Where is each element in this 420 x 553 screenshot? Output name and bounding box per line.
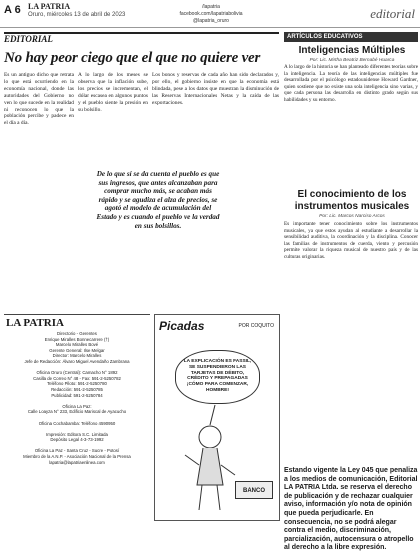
masthead-line: Calle Loayza N° 233, Edificio Mariscal de Ayacucho bbox=[27, 409, 127, 415]
masthead-line: Directorio - Gerentes bbox=[57, 331, 97, 336]
editorial-column-2: A lo largo de los meses se observa que la inflación sube, los precios se incrementan, el dólar escasea en algunos puntos y el pueblo siente la presión en su bolsillo. bbox=[78, 72, 148, 113]
masthead-line: Impresión: Editora S.C. Limitada bbox=[46, 431, 108, 437]
section-title: editorial bbox=[370, 6, 415, 21]
masthead-line: Enrique Miralles Bonnecarrere (†) bbox=[44, 336, 110, 342]
editorial-pullquote: De lo que sí se da cuenta el pueblo es que sus ingresos, que antes alcanzaban para comprar mucho más, se acaban más rápido y se agudiza el alza de precios, se agotó el modelo de acumulación del Estado y es cuando el pueblo ve la verdad en sus bolsillos. bbox=[96, 170, 220, 230]
editorial-label: EDITORIAL bbox=[4, 32, 279, 43]
masthead-line: Miembro de la A.N.P. - Asociación Nacional de la Prensa bbox=[23, 454, 131, 460]
masthead-line: Publicidad: 591-2-5250784 bbox=[51, 392, 103, 398]
masthead-line: Oficina Oruro (Central): Camacho N° 1892 bbox=[36, 370, 118, 376]
section-band: ARTÍCULOS EDUCATIVOS bbox=[284, 32, 418, 42]
article-2-text: Es importante tener conocimiento sobre los instrumentos musicales, ya que estos ayudan al estudiante a desarrollar la sensibilidad auditiva, la coordinación y la disciplina. Conocer las familias de instrumentos de cuerda, viento y percusión permite valorar la riqueza musical de nuestro país y de las culturas originarias. bbox=[284, 221, 418, 260]
article-2-author: Por: Lic. Marcos Narciso Arcos bbox=[319, 214, 385, 219]
article-1-title: Inteligencias Múltiples bbox=[298, 45, 406, 56]
editorial-column-3: Los bonos y reservas de cada año han sido declarados y, por ello, el gobierno insiste en que la economía está blindada, pese a los datos que muestran la disminución de las Reservas Internacionales Netas y la caída de las exportaciones. bbox=[152, 72, 279, 106]
cartoon-byline: POR COQUITO bbox=[238, 323, 274, 329]
article-1-author: Por: Lic. Mirtha Beatriz Bernabé Huarca bbox=[309, 58, 395, 63]
masthead-line: Depósito Legal 4-3-73-1992 bbox=[50, 437, 104, 443]
masthead-line: Jefe de Redacción: Álvaro Miguel Avendaño Zambrana bbox=[24, 358, 130, 364]
masthead-line: Redacción: 591-2-5250785 bbox=[51, 386, 103, 392]
legal-notice: Estando vigente la Ley 045 que penaliza a los medios de comunicación, Editorial LA PATRIA Ltda. se reserva el derecho de publicación y de rechazar cualquier aviso, información y/o nota de opinión que pueda perjudicarle. En consecuencia, no se podrá alegar contra el medio, discriminación, parcialización, autocensura o atropello al derecho a la libre expresión. bbox=[284, 467, 418, 552]
page-header bbox=[0, 0, 420, 28]
masthead-line: Director: Marcelo Miralles bbox=[52, 353, 102, 359]
masthead-title: LA PATRIA bbox=[6, 317, 64, 329]
bank-sign: BANCO bbox=[235, 481, 273, 499]
masthead-line: Oficina Cochabamba: Teléfono 4590950 bbox=[38, 420, 116, 426]
masthead-line: Marcelo Miralles Bové bbox=[55, 342, 99, 348]
editorial-column-1: Es un antiguo dicho que retrata lo que está ocurriendo en la economía nacional, donde las autoridades del Gobierno no ven lo que sucede en la realidad ni reconocen lo que la población percibe y padece en el día a día. bbox=[4, 72, 74, 127]
editorial-headline: No hay peor ciego que el que no quiere ver bbox=[4, 50, 261, 66]
issue-date: Oruro, miércoles 13 de abril de 2023 bbox=[28, 12, 126, 18]
page-number: A 6 bbox=[4, 4, 21, 16]
article-1-text: A lo largo de la historia se han planteado diferentes teorías sobre la inteligencia. La teoría de las inteligencias múltiples fue desarrollada por el psicólogo estadounidense Howard Gardner, quien sostiene que no existe una sola inteligencia sino varias, y que cada persona las desarrolla en distinto grado según sus habilidades y su entorno. bbox=[284, 64, 419, 103]
cartoon-box bbox=[154, 314, 280, 521]
article-2-title: El conocimiento de los instrumentos musicales bbox=[294, 189, 410, 212]
newspaper-logo: LA PATRIA bbox=[28, 2, 71, 11]
masthead-line[interactable]: lapatria@lapatriaenlinea.com bbox=[49, 459, 105, 465]
masthead-box bbox=[4, 314, 150, 521]
masthead-line: Oficina La Paz - Santa Cruz - Sucre - Potosí bbox=[34, 448, 120, 454]
masthead-line: Gerente General: Ilse Melgar bbox=[49, 347, 105, 353]
masthead-lines bbox=[4, 331, 150, 465]
social-links[interactable]: /lapatria facebook.com/lapatriabolivia @lapatria_oruro bbox=[179, 4, 243, 24]
speech-bubble: LA EXPLICACIÓN ES FASSIL, SE SUSPENDIERON LAS TARJETAS DE DÉBITO, CRÉDITO Y PREPAGADAS ¡CÓMO PARA COMENZAR, HOMBRE! bbox=[175, 350, 260, 404]
masthead-line: Teléfono Piloto: 591-2-5250780 bbox=[47, 381, 107, 387]
masthead-line: Oficina La Paz: bbox=[62, 403, 92, 409]
masthead-line: Casilla de Correo N° 48 - Fax: 591-2-5250782 bbox=[33, 375, 121, 381]
cartoon-title: Picadas bbox=[159, 319, 205, 333]
